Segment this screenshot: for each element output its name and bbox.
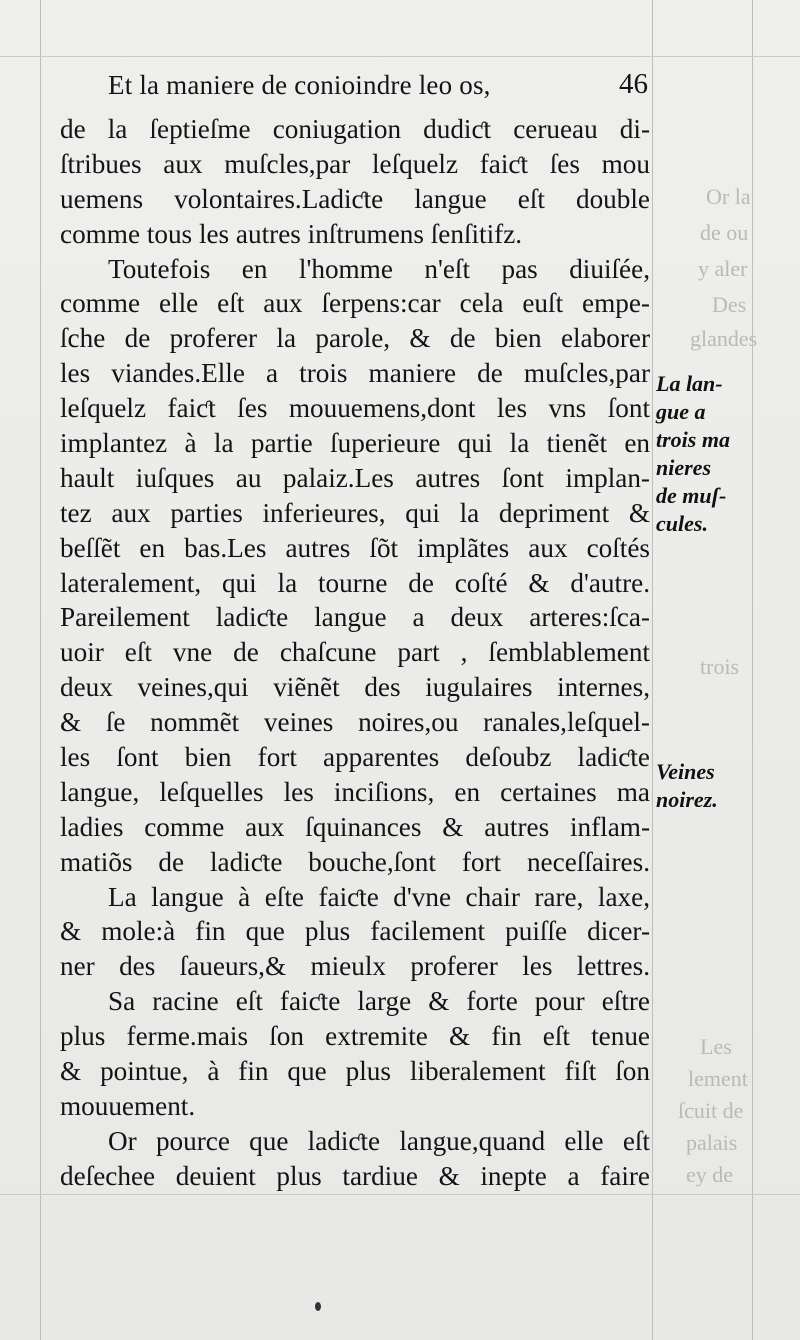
text-line: les ſont bien fort apparentes deſoubz ladiƈte: [60, 742, 650, 773]
bleed-text: Les: [700, 1034, 732, 1059]
margin-note-line: trois ma: [656, 427, 730, 452]
bleed-text: Or la: [706, 184, 751, 209]
text-line: tez aux parties inferieures, qui la depriment &: [60, 497, 650, 528]
text-line: deux veines,qui viẽnẽt des iugulaires internes,: [60, 672, 650, 703]
bottom-frame-rule: [0, 1194, 800, 1195]
text-line: langue, leſquelles les inciſions, en certaines ma: [60, 776, 650, 807]
text-line: & ſe nommẽt veines noires,ou ranales,leſquel-: [60, 707, 650, 738]
margin-note-tongue-muscles: [656, 370, 766, 538]
text-line: Sa racine eſt faiƈte large & forte pour eſtre: [108, 986, 650, 1017]
bleed-text: trois: [700, 654, 740, 679]
text-line: matiõs de ladiƈte bouche,ſont fort neceſſaires.: [60, 846, 650, 877]
body-text-block: [60, 112, 650, 1194]
text-line: les viandes.Elle a trois maniere de muſcles,par: [60, 358, 650, 389]
text-line: implantez à la partie ſuperieure qui la tienẽt en: [60, 428, 650, 459]
text-line: deſechee deuient plus tardiue & inepte a faire: [60, 1160, 650, 1191]
text-line: ſche de proferer la parole, & de bien elaborer: [60, 323, 650, 354]
bleed-text: lement: [688, 1066, 748, 1091]
text-line: leſquelz faiƈt ſes mouuemens,dont les vns ſont: [60, 393, 650, 424]
text-line: comme elle eſt aux ſerpens:car cela euſt empe-: [60, 288, 650, 319]
margin-note-line: noirez.: [656, 787, 718, 812]
bleed-text: y aler: [698, 256, 748, 281]
text-line: Pareilement ladiƈte langue a deux arteres:ſca-: [60, 602, 650, 633]
text-line: plus ferme.mais ſon extremite & fin eſt tenue: [60, 1021, 650, 1052]
bleed-text: palais: [686, 1130, 738, 1155]
text-line: ner des ſaueurs,& mieulx proferer les lettres.: [60, 951, 650, 982]
text-line: beſſẽt en bas.Les autres ſõt implãtes aux coſtés: [60, 532, 650, 563]
top-frame-rule: [0, 56, 800, 57]
margin-note-line: gue a: [656, 399, 706, 424]
text-line: La langue à eſte faiƈte d'vne chair rare, laxe,: [108, 881, 650, 912]
text-line: hault iuſques au palaiz.Les autres ſont implan-: [60, 462, 650, 493]
text-line: ſtribues aux muſcles,par leſquelz faiƈt ſes mou: [60, 148, 650, 179]
text-line: & pointue, à fin que plus liberalement fiſt ſon: [60, 1056, 650, 1087]
bleed-text: ey de: [686, 1162, 734, 1187]
margin-note-line: Veines: [656, 759, 715, 784]
margin-column-rule: [752, 0, 753, 1340]
left-frame-rule: [40, 0, 41, 1340]
bleed-text: de ou: [700, 220, 749, 245]
text-line: mouuement.: [60, 1090, 196, 1121]
text-line: lateralement, qui la tourne de coſté & d'autre.: [60, 567, 650, 598]
running-header: [108, 66, 648, 106]
text-line: & mole:à fin que plus facilement puiſſe dicer-: [60, 916, 650, 947]
text-line: Toutefois en l'homme n'eſt pas diuiſée,: [108, 253, 650, 284]
text-line: uoir eſt vne de chaſcune part , ſemblablement: [60, 637, 650, 668]
ink-speck: [315, 1302, 321, 1311]
text-column-rule: [652, 0, 653, 1340]
margin-note-line: cules.: [656, 511, 708, 536]
text-line: Or pource que ladiƈte langue,quand elle eſt: [108, 1125, 650, 1156]
text-line: uemens volontaires.Ladiƈte langue eſt double: [60, 183, 650, 214]
bleed-text: glandes: [690, 326, 758, 351]
margin-note-line: nieres: [656, 455, 711, 480]
bleed-text: Des: [712, 292, 747, 317]
page-number: 46: [619, 68, 648, 100]
text-line: comme tous les autres inſtrumens ſenſitifz.: [60, 218, 523, 249]
margin-note-line: La lan-: [656, 371, 723, 396]
text-line: de la ſeptieſme coniugation dudiƈt cerueau di-: [60, 114, 650, 144]
bleed-text: ſcuit de: [678, 1098, 744, 1123]
margin-note-line: de muſ-: [656, 483, 727, 508]
running-title: Et la maniere de conioindre leo os,: [108, 70, 491, 100]
text-line: ladies comme aux ſquinances & autres inflam-: [60, 811, 650, 842]
margin-note-black-veins: [656, 758, 766, 814]
